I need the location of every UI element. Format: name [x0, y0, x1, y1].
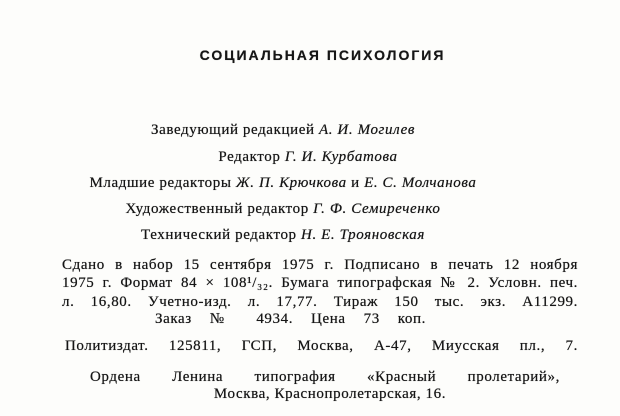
credit-conjunction: и	[351, 175, 360, 191]
printer-name: Ордена Ленина типография «Красный пролетарий»,	[90, 369, 560, 385]
credit-line-junior-editors	[0, 174, 566, 192]
credit-name: Ж. П. Крючкова	[235, 175, 347, 191]
credit-line-editor	[50, 148, 566, 166]
printer-address: Москва, Краснопролетарская, 16.	[213, 386, 447, 402]
credit-name: Г. Ф. Семиреченко	[313, 201, 441, 217]
print-data-line: л. 16,80. Учетно-изд. л. 17,77. Тираж 150 тыс. экз. А11299.	[62, 294, 578, 310]
credit-line-art-editor	[0, 200, 566, 218]
book-title: СОЦИАЛЬНАЯ ПСИХОЛОГИЯ	[199, 47, 446, 63]
credit-name: Н. Е. Трояновская	[301, 227, 425, 243]
credit-role: Редактор	[218, 149, 281, 165]
print-data-line: 1975 г. Формат 84 × 108¹/₃₂. Бумага типографская № 2. Условн. печ.	[62, 275, 578, 291]
credit-role: Младшие редакторы	[89, 175, 232, 191]
credit-role: Заведующий редакцией	[151, 122, 315, 138]
credit-role: Технический редактор	[141, 227, 297, 243]
credit-role: Художественный редактор	[125, 201, 309, 217]
print-data-line: Сдано в набор 15 сентября 1975 г. Подписано в печать 12 ноября	[62, 257, 578, 273]
credit-line-head-editor	[0, 121, 566, 139]
credit-name: А. И. Могилев	[318, 122, 415, 138]
credit-name: Г. И. Курбатова	[284, 149, 398, 165]
print-data-order-line: Заказ № 4934. Цена 73 коп.	[155, 311, 426, 327]
publisher-address: Политиздат. 125811, ГСП, Москва, А-47, Миусская пл., 7.	[65, 338, 578, 354]
credit-name-second: Е. С. Молчанова	[364, 175, 477, 191]
credit-line-technical-editor	[0, 226, 566, 244]
